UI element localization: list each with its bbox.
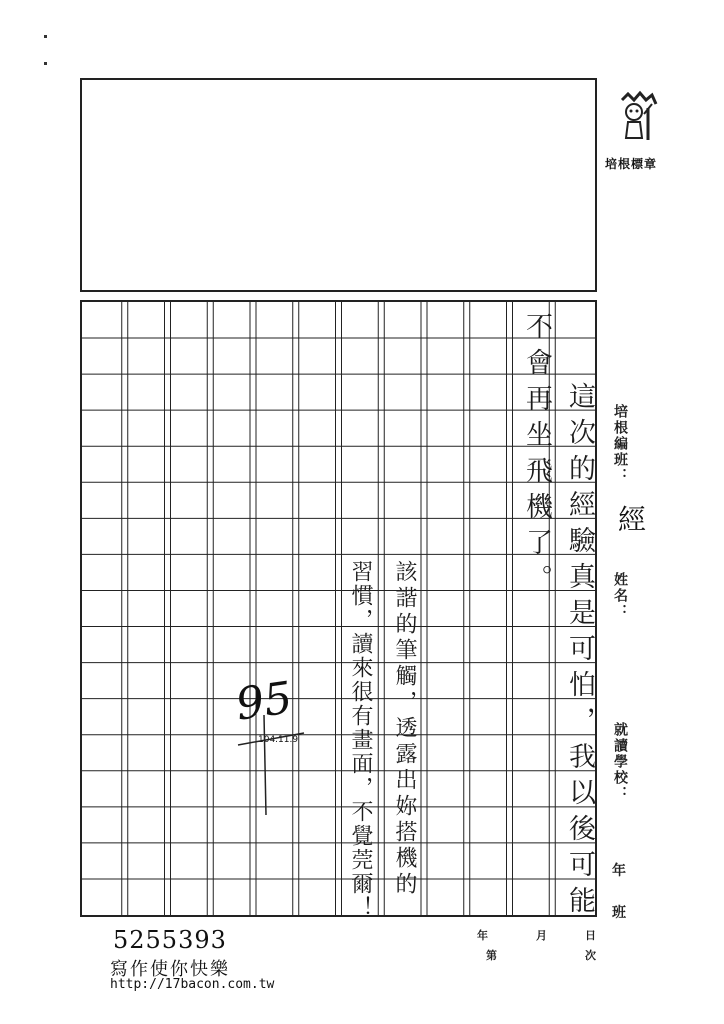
school-label: 就讀學校： xyxy=(612,722,628,802)
teacher-comment-line-2: 習慣，讀來很有畫面，不覺莞爾！ xyxy=(348,560,373,920)
comment-box xyxy=(80,78,597,292)
times-label: 次 xyxy=(585,949,596,962)
website-url: http://17bacon.com.tw xyxy=(110,977,275,992)
month-label: 月 xyxy=(536,929,547,942)
class-label: 培根編班： xyxy=(612,404,628,484)
score-date: 104.11.9 xyxy=(258,735,299,745)
teacher-comment-line-1: 該諧的筆觸，透露出妳搭機的 xyxy=(392,560,417,898)
no-label: 第 xyxy=(486,949,497,962)
grade-suffix: 班 xyxy=(612,905,626,921)
paper-code: 5255393 xyxy=(113,926,227,954)
score xyxy=(232,672,306,815)
logo-text: 培根標章 xyxy=(605,157,658,171)
scan-mark xyxy=(44,62,47,65)
class-value: 經 xyxy=(618,503,647,536)
essay-column-2: 不會再坐飛機了。 xyxy=(521,312,552,600)
grade-label: 年 xyxy=(612,863,626,879)
bacon-mascot-icon xyxy=(614,90,660,150)
year-label: 年 xyxy=(477,929,488,942)
scan-mark xyxy=(44,35,47,38)
score-value: 95 xyxy=(232,672,296,731)
slogan: 寫作使你快樂 xyxy=(110,959,230,980)
logo xyxy=(614,90,660,150)
score-strokes xyxy=(236,675,306,815)
essay-column-1: 這次的經驗真是可怕，我以後可能 xyxy=(564,382,595,922)
name-label: 姓名： xyxy=(612,572,628,620)
day-label: 日 xyxy=(585,929,596,942)
